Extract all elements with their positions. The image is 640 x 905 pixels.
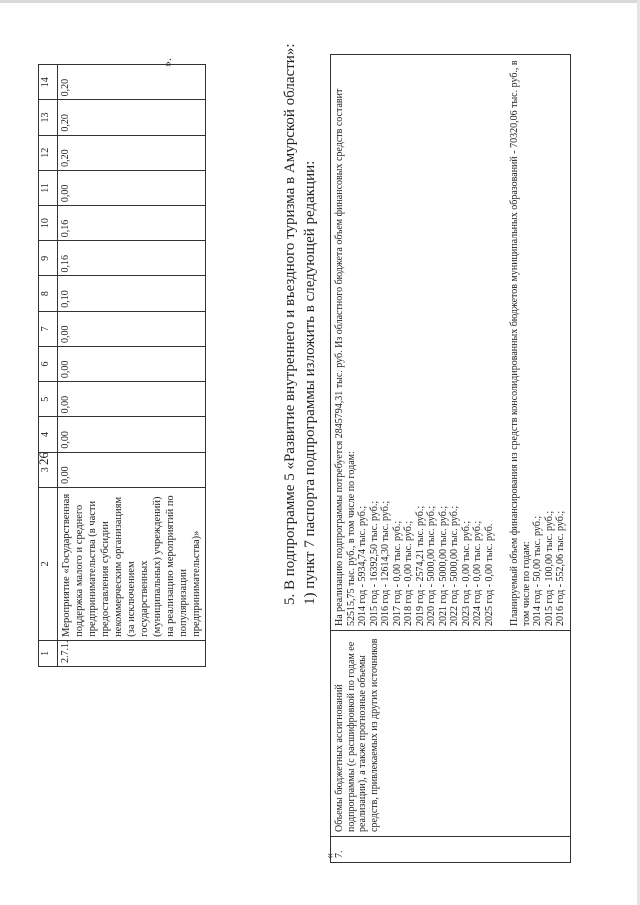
header-cell: 13 <box>39 100 58 135</box>
year-line: 2021 год - 5000,00 тыс. руб.; <box>437 505 449 626</box>
value-cell: 0,00 <box>58 382 206 417</box>
year-line: 2020 год - 5000,00 тыс. руб.; <box>426 505 437 626</box>
year-line: 2025 год - 0,00 тыс. руб. <box>483 523 495 626</box>
paragraph-gap <box>495 59 509 626</box>
section-subheading: 1) пункт 7 паспорта подпрограммы изложить в следующей редакции: <box>302 160 318 605</box>
header-cell: 8 <box>39 276 58 311</box>
closing-quote: ». <box>160 58 174 67</box>
year-line: 2022 год - 5000,00 тыс. руб.; <box>449 505 460 626</box>
funding-intro: На реализацию подпрограммы потребуется 2845794,31 тыс. руб. Из областного бюджета объем финансовых средств составит 52515,75 тыс. руб., в том числе по годам: <box>334 88 357 626</box>
year-line: 2015 год - 16392,50 тыс. руб.; <box>368 500 380 626</box>
table-header-row <box>39 65 58 667</box>
header-cell: 9 <box>39 241 58 276</box>
year-line: 2018 год - 0,00 тыс. руб.; <box>403 520 414 626</box>
year-line: 2014 год - 50,00 тыс. руб.; <box>532 515 543 626</box>
subprogram-table <box>38 64 206 667</box>
value-cell: 0,16 <box>58 206 206 241</box>
header-cell: 2 <box>39 487 58 640</box>
value-cell: 0,20 <box>58 65 206 100</box>
page-number: 26 <box>36 452 51 465</box>
header-cell: 4 <box>39 417 58 452</box>
year-line: 2019 год - 2574,21 тыс. руб.; <box>414 505 426 626</box>
table-row <box>58 65 206 667</box>
header-cell: 6 <box>39 346 58 381</box>
passport-table <box>330 54 571 863</box>
header-cell: 7 <box>39 311 58 346</box>
measure-description: Мероприятие «Государственная поддержка малого и среднего предпринимательства (в части предоставления субсидии некоммерческим организациям (за исключением государственных (муниципальных) учреждений) на реализацию мероприятий по популяризации предпринимательства)» <box>58 487 206 640</box>
passport-content <box>331 55 571 631</box>
header-cell: 1 <box>39 640 58 666</box>
value-cell: 0,10 <box>58 276 206 311</box>
section-heading: 5. В подпрограмме 5 «Развитие внутреннего и въездного туризма в Амурской области»: <box>282 43 298 605</box>
value-cell: 0,00 <box>58 346 206 381</box>
header-cell: 5 <box>39 382 58 417</box>
year-line: 2015 год - 100,00 тыс. руб.; <box>543 510 555 626</box>
table-row <box>331 55 571 863</box>
value-cell: 0,20 <box>58 100 206 135</box>
header-cell: 12 <box>39 135 58 170</box>
header-cell: 3 <box>39 452 58 487</box>
value-cell: 0,00 <box>58 417 206 452</box>
row-number: 7. <box>331 837 571 863</box>
header-cell: 10 <box>39 206 58 241</box>
value-cell: 0,00 <box>58 311 206 346</box>
year-line: 2016 год - 552,06 тыс. руб.; <box>555 510 566 626</box>
year-line: 2023 год - 0,00 тыс. руб.; <box>460 520 472 626</box>
year-line: 2024 год - 0,00 тыс. руб.; <box>472 520 483 626</box>
value-cell: 0,00 <box>58 170 206 205</box>
value-cell: 0,20 <box>58 135 206 170</box>
row-number: 2.7.1. <box>58 640 206 666</box>
municipal-intro: Планируемый объем финансирования из средств консолидированных бюджетов муниципальных образований - 70320,06 тыс. руб., в том числе по годам: <box>509 60 532 626</box>
header-cell: 11 <box>39 170 58 205</box>
year-line: 2014 год - 5934,74 тыс. руб.; <box>357 505 368 626</box>
opening-quote: « <box>322 853 336 859</box>
passport-label: Объемы бюджетных ассигнований подпрограммы (с расшифровкой по годам ее реализации), а также прогнозные объемы средств, привлекаемых из других источников <box>331 631 571 837</box>
year-line: 2017 год - 0,00 тыс. руб.; <box>391 520 403 626</box>
value-cell: 0,16 <box>58 241 206 276</box>
year-line: 2016 год - 12614,30 тыс. руб.; <box>380 500 391 626</box>
value-cell: 0,00 <box>58 452 206 487</box>
header-cell: 14 <box>39 65 58 100</box>
